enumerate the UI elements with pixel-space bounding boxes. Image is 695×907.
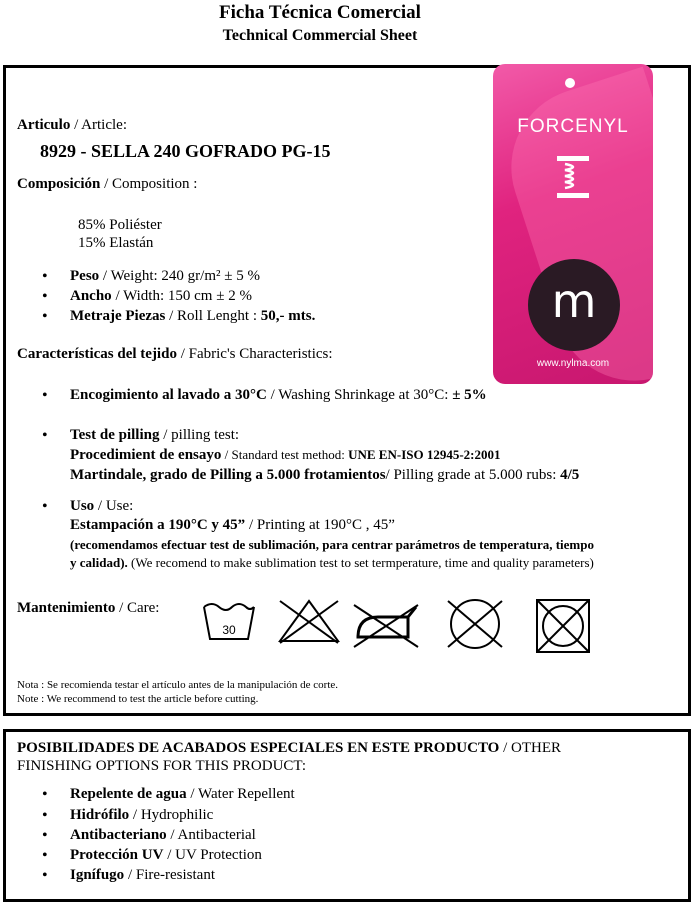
printing: Estampación a 190°C y 45” / Printing at 190°C , 45” xyxy=(70,517,395,533)
shrinkage: • Encogimiento al lavado a 30°C / Washing Shrinkage at 30°C: ± 5% xyxy=(70,387,487,404)
characteristics-label: Características del tejido / Fabric's Characteristics: xyxy=(17,346,333,362)
note-es: Nota : Se recomienda testar el artículo antes de la manipulación de corte. xyxy=(17,679,339,691)
finishing-item: • Hidrófilo / Hydrophilic xyxy=(70,807,213,824)
finishing-title: POSIBILIDADES DE ACABADOS ESPECIALES EN ESTE PRODUCTO / OTHER xyxy=(17,740,562,756)
recommendation-en: y calidad). (We recomend to make sublimation test to set termperature, time and quality parameters) xyxy=(70,555,594,570)
no-bleach-icon xyxy=(276,597,342,647)
tag-brand: FORCENYL xyxy=(517,116,629,137)
finishing-item: • Ignífugo / Fire-resistant xyxy=(70,867,215,884)
spec-width: • Ancho / Width: 150 cm ± 2 % xyxy=(70,288,252,305)
tag-logo: m xyxy=(528,259,620,351)
test-method: Procedimient de ensayo / Standard test method: UNE EN-ISO 12945-2:2001 xyxy=(70,447,501,463)
recommendation-es: (recomendamos efectuar test de sublimación, para centrar parámetros de temperatura, tiempo xyxy=(70,537,594,552)
title-en: Technical Commercial Sheet xyxy=(222,27,418,44)
finishing-item: • Repelente de agua / Water Repellent xyxy=(70,786,295,803)
tag-hole xyxy=(565,78,575,88)
note-en: Note : We recommend to test the article before cutting. xyxy=(17,693,259,705)
no-iron-icon xyxy=(350,597,422,651)
martindale: Martindale, grado de Pilling a 5.000 frotamientos/ Pilling grade at 5.000 rubs: 4/5 xyxy=(70,467,580,483)
wash-temp: 30 xyxy=(222,623,236,637)
care-label: Mantenimiento / Care: xyxy=(17,600,160,616)
title-es: Ficha Técnica Comercial xyxy=(219,2,421,23)
tag-url: www.nylma.com xyxy=(536,358,610,369)
spec-roll-length: • Metraje Piezas / Roll Lenght : 50,- mts. xyxy=(70,308,315,325)
spec-weight: • Peso / Weight: 240 gr/m² ± 5 % xyxy=(70,268,260,285)
pilling-test: • Test de pilling / pilling test: xyxy=(70,427,239,444)
article-label: Articulo / Article: xyxy=(17,117,127,133)
finishing-title-en: FINISHING OPTIONS FOR THIS PRODUCT: xyxy=(17,758,307,774)
finishing-item: • Antibacteriano / Antibacterial xyxy=(70,827,256,844)
no-tumble-dry-icon xyxy=(534,597,594,655)
article-name: 8929 - SELLA 240 GOFRADO PG-15 xyxy=(40,141,331,161)
spool-icon xyxy=(555,154,591,200)
product-tag-image xyxy=(493,64,653,384)
wash-30-icon xyxy=(200,597,258,647)
composition-item: 15% Elastán xyxy=(78,235,154,251)
use: • Uso / Use: xyxy=(70,498,133,515)
composition-item: 85% Poliéster xyxy=(78,217,162,233)
no-dry-clean-icon xyxy=(444,597,506,651)
finishing-item: • Protección UV / UV Protection xyxy=(70,847,262,864)
composition-label: Composición / Composition : xyxy=(17,176,198,192)
